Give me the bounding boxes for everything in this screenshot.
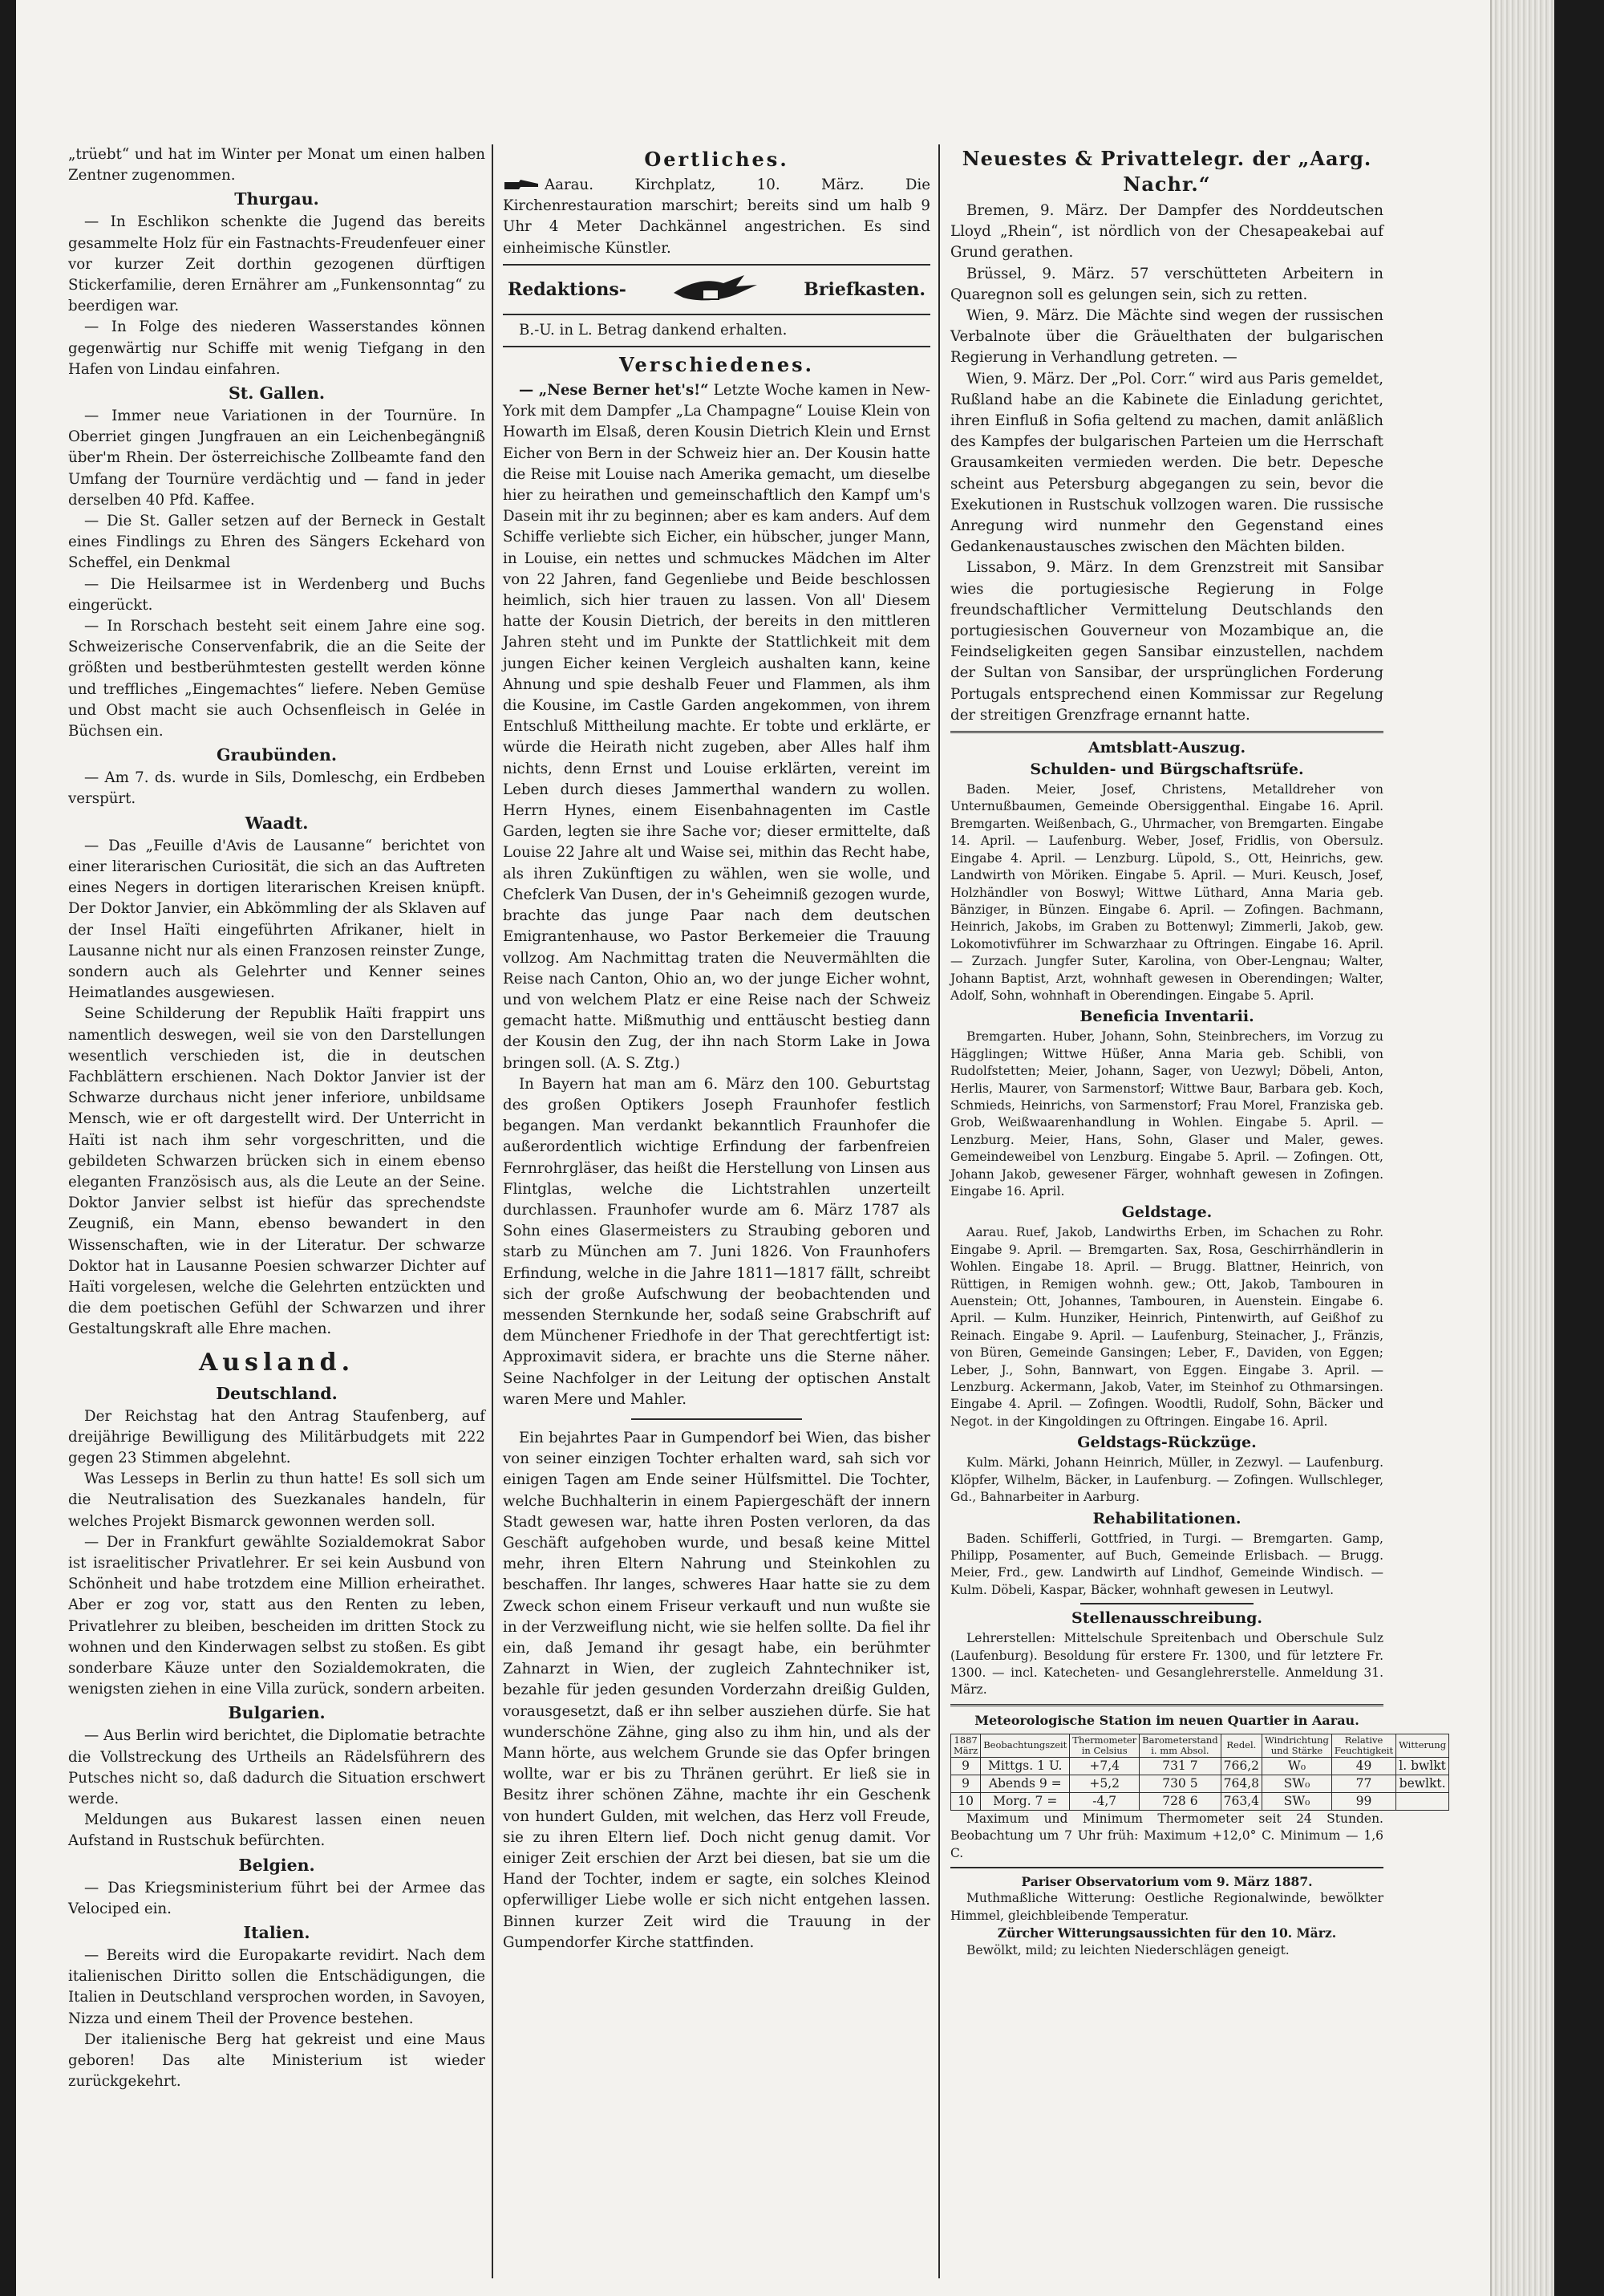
briefkasten-header: [503, 270, 930, 309]
article-text: Letzte Woche kamen in New-York mit dem Dampfer „La Champagne“ Louise Klein von Howarth im Elsaß, deren Kousin Dietrich Klein und Ernst Eicher von Bern in der Schweiz hier an. Der Kousin hatte die Reise mit Louise nach Amerika gemacht, um dieselbe hier zu heirathen und gemeinschaftlich den Kampf um's Dasein mit ihr zu beginnen; aber es kam anders. Auf dem Schiffe verliebte sich Eicher, ein hübscher, junger Mann, in Louise, ein nettes und schmuckes Mädchen im Alter von 22 Jahren, fand Gegenliebe und Beide beschlossen heimlich, sich hier trauen zu lassen. Von all' Diesem hatte der Kousin Dietrich, der bereits in den mittleren Jahren steht und im Punkte der Stattlichkeit mit dem jungen Eicher keinen Vergleich aushalten kann, keine Ahnung und spie deshalb Feuer und Flammen, als ihm die Kousine, im Castle Garden angekommen, von ihrem Entschluß Mittheilung machte. Er tobte und erklärte, er würde die Heirath nicht zugeben, aber Alles half ihm nichts, denn Ernst und Louise erklärten, vereint im Leben durch dieses Jammerthal wandern zu wollen. Herrn Hynes, einem Eisenbahnagenten im Castle Garden, legten sie ihre Sache vor; dieser ermittelte, daß Louise 22 Jahre alt und Waise sei, mithin das Recht habe, als ihren Zukünftigen zu wählen, wen sie wolle, und Chefclerk Van Dusen, der in's Geheimniß gezogen wurde, brachte das junge Paar nach dem deutschen Emigrantenhause, wo Pastor Berkemeier die Trauung vollzog. Am Nachmittag traten die Neuvermählten die Reise nach Canton, Ohio an, wo der junge Eicher wohnt, und von welchem Platz er eine Reise nach der Schweiz gemacht hatte. Mißmuthig und enttäuscht bestieg dann der Kousin den Zug, der ihn nach Storm Lake in Jowa bringen soll. (A. S. Ztg.): [503, 382, 930, 1072]
article-text: Was Lesseps in Berlin zu thun hatte! Es soll sich um die Neutralisation des Suezkanales handeln, für welches Projekt Bismarck gewonnen werden soll.: [68, 1470, 485, 1530]
meteo-header-cell: Beobachtungszeit: [981, 1734, 1070, 1757]
section-heading: Schulden- und Bürgschaftsrüfe.: [1030, 761, 1304, 779]
meteo-header-cell: Witterung: [1396, 1734, 1449, 1757]
meteo-cell: 730 5: [1140, 1775, 1221, 1792]
page-stack-edge: [1490, 0, 1554, 2296]
meteo-cell: [1396, 1792, 1449, 1810]
meteo-cell: 728 6: [1140, 1792, 1221, 1810]
meteo-cell: +7,4: [1070, 1757, 1140, 1775]
meteo-cell: SW₀: [1262, 1792, 1332, 1810]
section-heading-verschiedenes: Verschiedenes.: [619, 353, 814, 377]
article-text: Bremen, 9. März. Der Dampfer des Norddeutschen Lloyd „Rhein“, ist nördlich von der Chesapeakebai auf Grund gerathen.: [950, 202, 1383, 262]
meteo-cell: -4,7: [1070, 1792, 1140, 1810]
meteo-cell: W₀: [1262, 1757, 1332, 1775]
article-text: — Aus Berlin wird berichtet, die Diplomatie betrachte die Vollstreckung des Urtheils an Rädelsführern des Putsches nicht so, daß dadurch die Situation erschwert werde.: [68, 1727, 485, 1808]
column-rule: [492, 144, 493, 2278]
divider: [950, 1867, 1383, 1868]
section-heading: Thurgau.: [234, 189, 319, 209]
meteo-header-row: [951, 1734, 1449, 1757]
section-heading: St. Gallen.: [229, 383, 325, 404]
ausland-heading: Ausland.: [198, 1348, 355, 1377]
meteo-cell: 763,4: [1221, 1792, 1262, 1810]
zuercher-heading: Zürcher Witterungsaussichten für den 10. März.: [997, 1925, 1337, 1941]
meteo-row: [951, 1775, 1449, 1792]
article-text: — In Rorschach besteht seit einem Jahre eine sog. Schweizerische Conservenfabrik, die an die Seite der größten und bestberühmtesten gestellt werden könne und treffliches „Eingemachtes“ liefere. Neben Gemüse und Obst macht sie auch Ochsenfleisch in Gelée in Büchsen ein.: [68, 618, 485, 740]
meteo-header-cell: Thermometer in Celsius: [1070, 1734, 1140, 1757]
divider: [503, 314, 930, 315]
column-1: [68, 144, 485, 2092]
article-text: Der italienische Berg hat gekreist und eine Maus geboren! Das alte Ministerium ist wieder zurückgekehrt.: [68, 2030, 485, 2091]
meteo-header-cell: 1887 März: [951, 1734, 981, 1757]
section-heading: Stellenausschreibung.: [1071, 1609, 1262, 1628]
section-heading: Deutschland.: [216, 1383, 338, 1403]
meteo-cell: 10: [951, 1792, 981, 1810]
meteo-cell: 9: [951, 1775, 981, 1792]
meteo-cell: SW₀: [1262, 1775, 1332, 1792]
article-text: In Bayern hat man am 6. März den 100. Geburtstag des großen Optikers Joseph Fraunhofer festlich begangen. Man verdankt bekanntlich Fraunhofer die außerordentlich wichtige Erfindung der farbenfreien Fernrohrgläser, das heißt die Herstellung von Linsen aus Flintglas, welche die Lichtstrahlen unzerteilt durchlassen. Fraunhofer wurde am 6. März 1787 als Sohn eines Glasermeisters zu Straubing geboren und starb zu München am 7. Juni 1826. Von Fraunhofers Erfindung, welche in die Jahre 1811—1817 fällt, schreibt sich der große Aufschwung der beobachtenden und messenden Sternkunde her, sodaß seine Grabschrift auf dem Münchener Friedhofe in der That gerechtfertigt ist: Approximavit sidera, er brachte uns die Sterne näher. Seine Nachfolger in der Leitung der optischen Anstalt waren Mere und Mahler.: [503, 1075, 930, 1408]
meteo-note: Maximum und Minimum Thermometer seit 24 Stunden. Beobachtung um 7 Uhr früh: Maximum +12,0° C. Minimum — 1,6 C.: [950, 1811, 1383, 1860]
article-title: — „Nese Berner het's!“: [519, 382, 709, 400]
article-text: Baden. Meier, Josef, Christens, Metalldreher von Unternußbaumen, Gemeinde Obersiggenthal. Eingabe 16. April. Bremgarten. Weißenbach, G., Uhrmacher, von Bremgarten. Eingabe 14. April. — Laufenburg. Weber, Josef, Fridlis, von Obersulz. Eingabe 4. April. — Lenzburg. Lüpold, S., Ott, Heinrichs, gew. Landwirth von Möriken. Eingabe 5. April. — Muri. Keusch, Josef, Holzhändler von Boswyl; Wittwe Lüthard, Anna Maria geb. Bänziger, in Bünzen. Eingabe 6. April. — Zofingen. Bachmann, Heinrich, Jakobs, im Graben zu Bottenwyl; Zimmerli, Jakob, gew. Lokomotivführer im Schwarzhaar zu Oftringen. Eingabe 16. April. — Zurzach. Jungfer Suter, Karolina, von Ober-Lengnau; Walter, Johann Baptist, Arzt, wohnhaft gewesen in Oberendingen; Walter, Adolf, Sohn, wohnhaft in Oberendingen. Eingabe 5. April.: [950, 782, 1383, 1003]
article-text: — Bereits wird die Europakarte revidirt. Nach dem italienischen Diritto sollen die Entschädigungen, die Italien in Deutschland versprochen worden, in Savoyen, Nizza und einem Theil der Provence bestehen.: [68, 1947, 485, 2027]
meteo-header-cell: Windrichtung und Stärke: [1262, 1734, 1332, 1757]
meteo-cell: l. bwlkt: [1396, 1757, 1449, 1775]
zuercher-text: Bewölkt, mild; zu leichten Niederschlägen geneigt.: [966, 1942, 1290, 1957]
pointing-hand-icon: [503, 177, 540, 193]
article-text: — Die St. Galler setzen auf der Berneck in Gestalt eines Findlings zu Ehren des Sängers Eckehard von Scheffel, ein Denkmal: [68, 513, 485, 572]
article-text: „trüebt“ und hat im Winter per Monat um einen halben Zentner zugenommen.: [68, 146, 485, 185]
divider: [950, 1704, 1383, 1706]
article-text: Aarau. Kirchplatz, 10. März. Die Kirchenrestauration marschirt; bereits sind um halb 9 Uhr 4 Meter Dachkännel angestrichen. Es sind einheimische Künstler.: [503, 176, 930, 257]
meteo-row: [951, 1792, 1449, 1810]
meteo-cell: Morg. 7 =: [981, 1792, 1070, 1810]
article-text: Wien, 9. März. Der „Pol. Corr.“ wird aus Paris gemeldet, Rußland habe an die Kabinete die Einladung gerichtet, ihren Einfluß in Sofia geltend zu machen, damit anläßlich des Kampfes der bulgarischen Parteien um die Herrschaft Grausamkeiten vermieden werden. Die betr. Depesche scheint aus Petersburg abgegangen zu sein, bevor die Exekutionen in Rustschuk vollzogen waren. Die russische Anregung wird nunmehr den Gegenstand eines Gedankenaustausches zwischen den Mächten bilden.: [950, 370, 1383, 556]
article-text: Ein bejahrtes Paar in Gumpendorf bei Wien, das bisher von seiner einzigen Tochter erhalten ward, sah sich vor einigen Tagen am Ende seiner Hülfsmittel. Die Tochter, welche Buchhalterin in einem Papiergeschäft der innern Stadt gewesen war, hatte ihren Posten verloren, da das Geschäft aufgehoben wurde, und besaß keine Mittel mehr, ihren Eltern Nahrung und Steinkohlen zu beschaffen. Ihr langes, schweres Haar hatte sie zu dem Zweck schon einem Friseur verkauft und nun wußte sie in der Verzweiflung nicht, wie sie helfen sollte. Da fiel ihr ein, daß Jemand ihr gesagt habe, ein berühmter Zahnarzt in Wien, der zugleich Zahntechniker ist, bezahle für jeden gesunden Vorderzahn dreißig Gulden, vorausgesetzt, daß er ihn selber ausziehen dürfe. Sie hat wunderschöne Zähne, ging also zu ihm hin, und als der Mann hörte, aus welchem Grunde sie das Opfer bringen wollte, war er bis zu Thränen gerührt. Er ließ sie in Besitz ihrer schönen Zähne, machte ihr ein Geschenk von hundert Gulden, mit welchen, das Herz voll Freude, sie zu ihren Eltern lief. Doch nicht genug damit. Vor einiger Zeit erschien der Arzt bei diesen, bat sie um die Hand der Tochter, indem er sagte, ein solches Kleinod opferwilliger Liebe wolle er sich nicht entgehen lassen. Binnen kurzer Zeit wird die Trauung in der Gumpendorfer Kirche stattfinden.: [503, 1429, 930, 1951]
article-text: Kulm. Märki, Johann Heinrich, Müller, in Zezwyl. — Laufenburg. Klöpfer, Wilhelm, Bäcker, in Laufenburg. — Zofingen. Wullschleger, Gd., Bahnarbeiter in Aarburg.: [950, 1455, 1383, 1505]
article-text: Bremgarten. Huber, Johann, Sohn, Steinbrechers, im Vorzug zu Hägglingen; Wittwe Hüßer, Anna Maria geb. Schibli, von Rudolfstetten; Meier, Johann, Sager, von Uezwyl; Döbeli, Anton, Herlis, Maurer, von Sarmenstorf; Wittwe Baur, Barbara geb. Koch, Schmieds, Heinrichs, von Sarmenstorf; Frau Morel, Franziska geb. Grob, Weißwaarenhandlung in Wohlen. Eingabe 5. April. — Lenzburg. Meier, Hans, Sohn, Glaser und Maler, gewes. Gemeindeweibel von Lenzburg. Eingabe 5. April. — Zofingen. Ott, Johann Jakob, gewesener Färger, wohnhaft gewesen in Zofingen. Eingabe 16. April.: [950, 1029, 1383, 1199]
meteo-cell: Abends 9 =: [981, 1775, 1070, 1792]
article-text: Lehrerstellen: Mittelschule Spreitenbach und Oberschule Sulz (Laufenburg). Besoldung für erstere Fr. 1300, und für letztere Fr. 1300. — incl. Katecheten- und Gesanglehrerstelle. Anmeldung 31. März.: [950, 1631, 1383, 1698]
article-text: — Das Kriegsministerium führt bei der Armee das Velociped ein.: [68, 1879, 485, 1917]
section-heading: Geldstage.: [1121, 1203, 1213, 1222]
briefkasten-label-left: Redaktions-: [508, 278, 626, 300]
meteo-cell: 766,2: [1221, 1757, 1262, 1775]
meteo-heading: Meteorologische Station im neuen Quartier in Aarau.: [974, 1712, 1359, 1728]
section-heading-amtsblatt: Amtsblatt-Auszug.: [1088, 739, 1246, 757]
column-rule: [938, 144, 940, 2278]
article-text: Meldungen aus Bukarest lassen einen neuen Aufstand in Rustschuk befürchten.: [68, 1811, 485, 1850]
article-text: Der Reichstag hat den Antrag Staufenberg, auf dreijährige Bewilligung des Militärbudgets mit 222 gegen 23 Stimmen abgelehnt.: [68, 1407, 485, 1466]
carrier-pigeon-icon: [667, 272, 764, 307]
column-3: [950, 144, 1447, 1959]
section-heading-oertliches: Oertliches.: [644, 148, 789, 171]
article-text: — In Folge des niederen Wasserstandes können gegenwärtig nur Schiffe mit wenig Tiefgang in den Hafen von Lindau einfahren.: [68, 318, 485, 378]
newspaper-page: [16, 0, 1554, 2296]
section-heading: Bulgarien.: [228, 1703, 326, 1723]
meteo-row: [951, 1757, 1449, 1775]
article-text: Seine Schilderung der Republik Haïti frappirt uns namentlich deswegen, weil sie von den Darstellungen wesentlich verschieden ist, die in deutschen Fachblättern erschienen. Nach Doktor Janvier ist der Schwarze durchaus nicht jener inferiore, unbildsame Mensch, wie er oft dargestellt wird. Der Unterricht in Haïti ist nach ihm sehr vorgeschritten, und die gebildeten Schwarzen brücken sich in einem ebenso eleganten Französisch aus, als die Leute an der Seine. Doktor Janvier selbst ist hiefür das sprechendste Zeugniß, ein Mann, ebenso bewandert in den Wissenschaften, wie in der Literatur. Der schwarze Doktor hat in Lausanne Poesien schwarzer Dichter auf Haïti vorgelesen, welche die Gelehrten entzückten und die dem poetischen Gefühl der Schwarzen und ihrer Gestaltungskraft alle Ehre machen.: [68, 1005, 485, 1338]
pariser-heading: Pariser Observatorium vom 9. März 1887.: [1021, 1873, 1313, 1889]
meteo-cell: 731 7: [1140, 1757, 1221, 1775]
meteo-cell: 49: [1331, 1757, 1395, 1775]
article-text: Lissabon, 9. März. In dem Grenzstreit mit Sansibar wies die portugiesische Regierung in Folge freundschaftlicher Vermittelung Deutschlands den portugiesischen Gouverneur von Mozambique an, die Feindseligkeiten gegen Sansibar einzustellen, nachdem der Sultan von Sansibar, der ursprünglichen Forderung Portugals entsprechend einen Kommissar zur Regelung der streitigen Grenzfrage ernannt hatte.: [950, 559, 1383, 724]
article-text: Baden. Schifferli, Gottfried, in Turgi. — Bremgarten. Gamp, Philipp, Posamenter, auf Buch, Gemeinde Erlisbach. — Brugg. Meier, Frd., gew. Landwirth auf Lindhof, Gemeinde Windisch. — Kulm. Döbeli, Kaspar, Bäcker, wohnhaft gewesen in Leutwyl.: [950, 1531, 1383, 1597]
section-heading: Geldstags-Rückzüge.: [1077, 1434, 1257, 1452]
meteo-cell: 9: [951, 1757, 981, 1775]
meteo-cell: bewlkt.: [1396, 1775, 1449, 1792]
meteo-cell: 764,8: [1221, 1775, 1262, 1792]
meteo-cell: 77: [1331, 1775, 1395, 1792]
article-text: — Der in Frankfurt gewählte Sozialdemokrat Sabor ist israelitischer Privatlehrer. Er sei kein Ausbund von Schönheit und habe trotzdem eine Million erheirathet. Aber er zog vor, statt aus den Renten zu leben, Privatlehrer zu bleiben, bescheiden im dritten Stock zu wohnen und den Kinderwagen selbst zu stoßen. Es gibt sonderbare Käuze unter den Sozialdemokraten, die wenigsten ziehen in eine Villa zurück, sondern arbeiten.: [68, 1533, 485, 1698]
article-text: — In Eschlikon schenkte die Jugend das bereits gesammelte Holz für ein Fastnachts-Freudenfeuer einer vor kurzer Zeit dorthin gezogenen dürftigen Stickerfamilie, deren Ernährer am „Funkensonntag“ zu beerdigen war.: [68, 213, 485, 315]
column-2: [503, 144, 930, 1953]
article-text: Wien, 9. März. Die Mächte sind wegen der russischen Verbalnote über die Gräuelthaten der bulgarischen Regierung in Verhandlung getreten. —: [950, 307, 1383, 367]
meteo-header-cell: Relative Feuchtigkeit: [1331, 1734, 1395, 1757]
meteo-cell: +5,2: [1070, 1775, 1140, 1792]
pariser-text: Muthmaßliche Witterung: Oestliche Regionalwinde, bewölkter Himmel, gleichbleibende Temperatur.: [950, 1891, 1383, 1923]
article-text: B.-U. in L. Betrag dankend erhalten.: [519, 321, 788, 339]
article-text: — Am 7. ds. wurde in Sils, Domleschg, ein Erdbeben verspürt.: [68, 769, 485, 808]
article-text: Brüssel, 9. März. 57 verschütteten Arbeitern in Quaregnon soll es gelungen sein, sich zu retten.: [950, 265, 1383, 303]
briefkasten-label-right: Briefkasten.: [804, 278, 926, 300]
article-text: Aarau. Ruef, Jakob, Landwirths Erben, im Schachen zu Rohr. Eingabe 9. April. — Bremgarten. Sax, Rosa, Geschirrhändlerin in Wohlen. Eingabe 18. April. — Brugg. Blattner, Heinrich, von Rüttigen, in Remigen wohnh. gew.; Ott, Jakob, Tambouren in Auenstein; Ott, Johannes, Tambouren, in Auenstein. Eingabe 6. April. — Kulm. Hunziker, Heinrich, Pintenwirth, auf Geißhof zu Reinach. Eingabe 9. April. — Laufenburg, Steinacher, J., Fränzis, von Büren, Gemeinde Gansingen; Leber, F., Daviden, von Eggen; Leber, J., Sohn, Bannwart, von Eggen. Eingabe 3. April. — Lenzburg. Ackermann, Jakob, Vater, im Steinhof zu Othmarsingen. Eingabe 4. April. — Zofingen. Woodtli, Rudolf, Sohn, Bäcker und Negot. in der Kingoldingen zu Oftringen. Eingabe 16. April.: [950, 1225, 1383, 1429]
article-text: — Das „Feuille d'Avis de Lausanne“ berichtet von einer literarischen Curiosität, die sich an das Auftreten eines Negers in dortigen literarischen Kreisen knüpft. Der Doktor Janvier, ein Abkömmling der als Sklaven auf der Insel Haïti eingeführten Afrikaner, hielt in Lausanne nicht nur als einen Franzosen reinster Zunge, sondern auch als Gelehrter und Kenner seines Heimatlandes ausgewiesen.: [68, 837, 485, 1002]
divider: [631, 1418, 802, 1420]
page-body: [60, 144, 1447, 2278]
meteo-table: [950, 1734, 1449, 1811]
section-heading: Graubünden.: [216, 745, 338, 765]
section-heading: Waadt.: [245, 813, 309, 833]
section-heading: Rehabilitationen.: [1092, 1509, 1241, 1527]
meteo-header-cell: Redel.: [1221, 1734, 1262, 1757]
divider: [503, 264, 930, 266]
section-heading: Beneficia Inventarii.: [1079, 1008, 1254, 1026]
section-heading: Italien.: [243, 1923, 310, 1943]
meteo-cell: 99: [1331, 1792, 1395, 1810]
meteo-header-cell: Barometerstand i. mm Absol.: [1140, 1734, 1221, 1757]
section-heading: Belgien.: [238, 1855, 315, 1875]
section-heading-neuestes: Neuestes & Privattelegr. der „Aarg. Nachr.“: [962, 147, 1372, 196]
divider: [950, 731, 1383, 733]
article-text: — Die Heilsarmee ist in Werdenberg und Buchs eingerückt.: [68, 575, 485, 614]
meteo-body: [951, 1757, 1449, 1810]
divider: [503, 346, 930, 347]
divider: [1080, 1603, 1254, 1604]
article-text: — Immer neue Variationen in der Tournüre. In Oberriet gingen Jungfrauen an ein Leichenbegängniß über'm Rhein. Der österreichische Zollbeamte fand den Umfang der Tournüre verdächtig und — fand in jeder derselben 40 Pfd. Kaffee.: [68, 408, 485, 509]
meteo-cell: Mittgs. 1 U.: [981, 1757, 1070, 1775]
